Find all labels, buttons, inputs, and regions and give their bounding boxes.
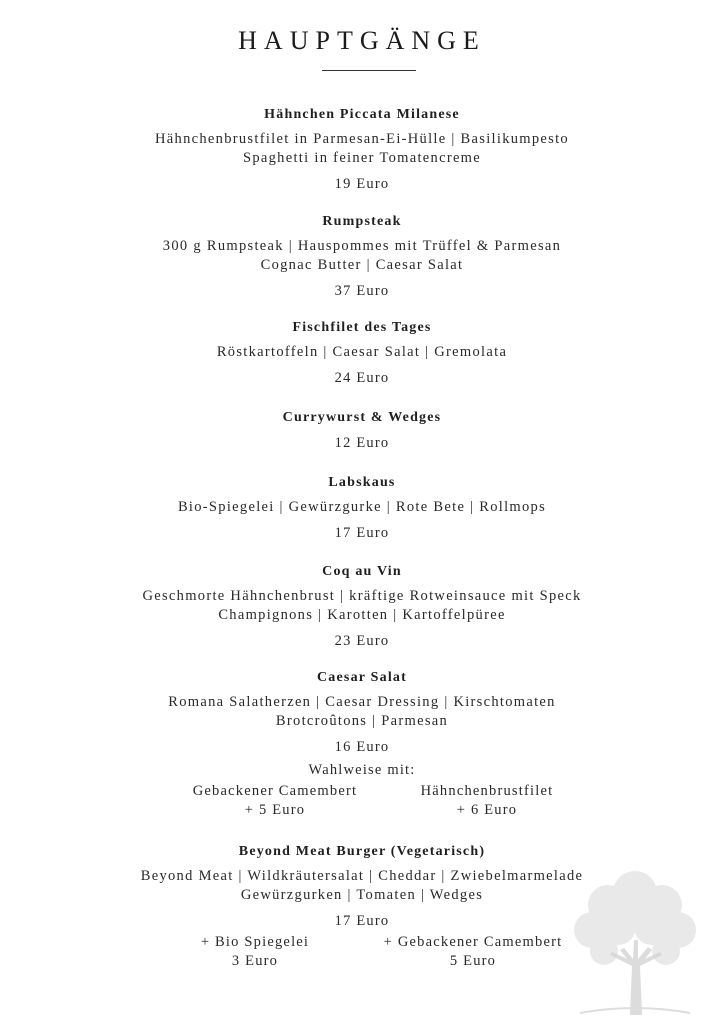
menu-item: [0, 563, 724, 650]
dish-price: 17 Euro: [334, 525, 390, 541]
options-heading: Wahlweise mit:: [308, 762, 416, 778]
dish-name: Currywurst & Wedges: [282, 410, 442, 425]
dish-description-line: 300 g Rumpsteak | Hauspommes mit Trüffel & Parmesan: [162, 238, 562, 254]
dish-price: 19 Euro: [334, 176, 390, 192]
tree-icon: [560, 855, 710, 1015]
dish-price: 23 Euro: [334, 633, 390, 649]
menu-item: [0, 106, 724, 193]
menu-item: [0, 213, 724, 300]
dish-name: Hähnchen Piccata Milanese: [264, 107, 460, 122]
title-divider: [322, 70, 416, 71]
extra-price: 5 Euro: [449, 953, 497, 969]
extra-price: 3 Euro: [231, 953, 279, 969]
dish-price: 16 Euro: [334, 739, 390, 755]
dish-name: Labskaus: [328, 475, 396, 490]
dish-name: Caesar Salat: [317, 670, 407, 685]
dish-description: [0, 693, 724, 731]
option-item: [150, 782, 400, 820]
extra-item: [150, 933, 360, 971]
option-name: Gebackener Camembert: [192, 783, 358, 799]
dish-description-line: Gewürzgurken | Tomaten | Wedges: [240, 887, 484, 903]
dish-description-line: Beyond Meat | Wildkräutersalat | Cheddar | Zwiebelmarmelade: [140, 868, 584, 884]
dish-description: [0, 587, 724, 625]
menu-item: [0, 474, 724, 542]
option-item: [372, 782, 602, 820]
menu-item: [0, 669, 724, 756]
dish-description-line: Cognac Butter | Caesar Salat: [260, 257, 464, 273]
menu-item: [0, 319, 724, 387]
page-title: HAUPTGÄNGE: [238, 26, 486, 55]
option-price: + 6 Euro: [456, 802, 518, 818]
dish-name: Beyond Meat Burger (Vegetarisch): [238, 844, 486, 859]
dish-description-line: Geschmorte Hähnchenbrust | kräftige Rotweinsauce mit Speck: [142, 588, 582, 604]
dish-name: Rumpsteak: [322, 214, 402, 229]
extra-name: + Bio Spiegelei: [200, 934, 310, 950]
menu-item: [0, 409, 724, 452]
option-price: + 5 Euro: [244, 802, 306, 818]
dish-price: 17 Euro: [334, 913, 390, 929]
dish-description-line: Bio-Spiegelei | Gewürzgurke | Rote Bete | Rollmops: [177, 499, 547, 515]
option-name: Hähnchenbrustfilet: [420, 783, 554, 799]
dish-description: [0, 237, 724, 275]
dish-price: 12 Euro: [334, 435, 390, 451]
dish-description-line: Spaghetti in feiner Tomatencreme: [242, 150, 481, 166]
dish-description-line: Champignons | Karotten | Kartoffelpüree: [218, 607, 506, 623]
dish-description-line: Hähnchenbrustfilet in Parmesan-Ei-Hülle | Basilikumpesto: [155, 131, 569, 147]
dish-description: [0, 130, 724, 168]
dish-name: Fischfilet des Tages: [292, 320, 432, 335]
extra-name: + Gebackener Camembert: [383, 934, 563, 950]
dish-name: Coq au Vin: [322, 564, 402, 579]
dish-description: [0, 343, 724, 362]
dish-description-line: Brotcroûtons | Parmesan: [275, 713, 449, 729]
dish-price: 37 Euro: [334, 283, 390, 299]
dish-price: 24 Euro: [334, 370, 390, 386]
extra-item: [358, 933, 588, 971]
dish-description-line: Röstkartoffeln | Caesar Salat | Gremolata: [216, 344, 508, 360]
dish-description-line: Romana Salatherzen | Caesar Dressing | Kirschtomaten: [168, 694, 556, 710]
dish-description: [0, 498, 724, 517]
